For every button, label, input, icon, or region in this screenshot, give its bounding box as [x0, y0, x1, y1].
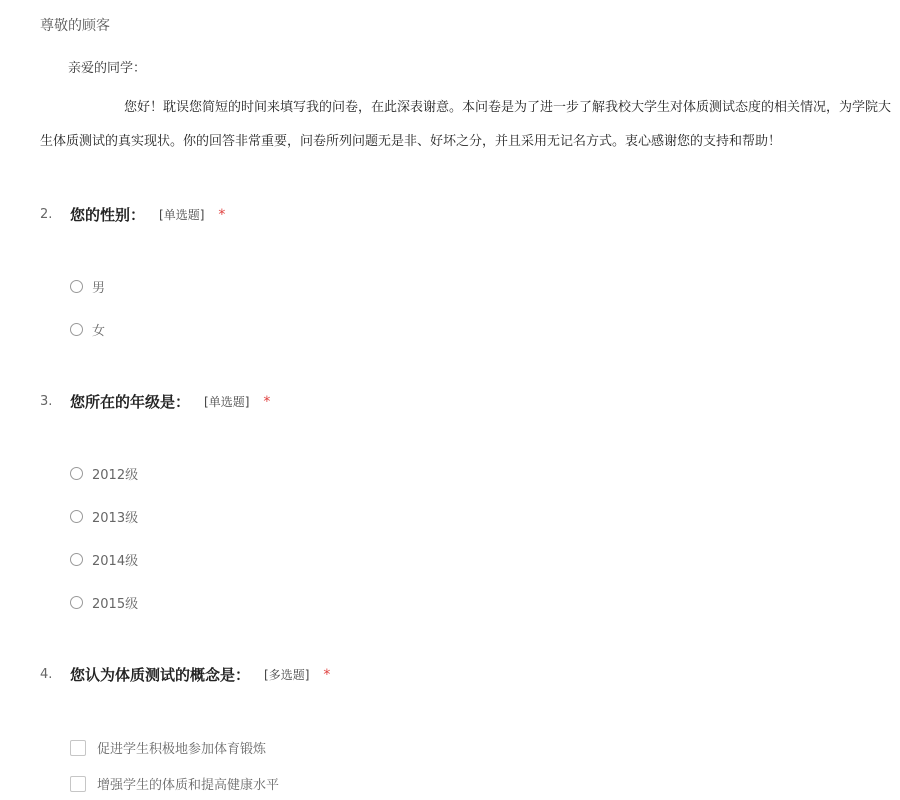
- option-label: 2012级: [92, 468, 139, 483]
- question-title: 您认为体质测试的概念是：: [70, 666, 251, 684]
- option-grade-2015[interactable]: [70, 593, 138, 612]
- question-number: 3.: [40, 394, 53, 409]
- question-type: [单选题]: [159, 208, 205, 222]
- radio-button[interactable]: [70, 510, 83, 523]
- option-female[interactable]: [70, 320, 105, 339]
- option-label: 促进学生积极地参加体育锻炼: [97, 742, 267, 757]
- option-grade-2013[interactable]: [70, 507, 138, 526]
- option-label: 女: [92, 324, 106, 339]
- question-4-header: [40, 664, 330, 685]
- survey-greeting: 尊敬的顾客: [40, 18, 110, 34]
- option-grade-2014[interactable]: [70, 550, 138, 569]
- intro-paragraph: 您好！耽误您简短的时间来填写我的问卷，在此深表谢意。本问卷是为了进一步了解我校大学生对体质测试态度的相关情况，为学院大生体质测试的真实现状。你的回答非常重要，问卷所列问题无是非、好坏之分，并且采用无记名方式。衷心感谢您的支持和帮助！: [40, 100, 892, 149]
- option-promote-exercise[interactable]: [70, 738, 266, 757]
- option-improve-health[interactable]: [70, 774, 279, 793]
- radio-button[interactable]: [70, 553, 83, 566]
- required-marker: *: [218, 206, 226, 223]
- question-title: 您所在的年级是：: [70, 393, 191, 411]
- question-title: 您的性别：: [70, 206, 146, 224]
- question-3-header: [40, 391, 270, 412]
- option-male[interactable]: [70, 277, 105, 296]
- option-label: 2014级: [92, 554, 139, 569]
- required-marker: *: [263, 393, 271, 410]
- option-label: 2015级: [92, 597, 139, 612]
- intro-salutation: 亲爱的同学：: [68, 61, 147, 76]
- option-grade-2012[interactable]: [70, 464, 138, 483]
- question-number: 2.: [40, 207, 53, 222]
- question-number: 4.: [40, 667, 53, 682]
- question-type: [多选题]: [264, 668, 310, 682]
- radio-button[interactable]: [70, 467, 83, 480]
- radio-button[interactable]: [70, 280, 83, 293]
- question-2-header: [40, 204, 225, 225]
- option-label: 增强学生的体质和提高健康水平: [97, 778, 280, 793]
- question-type: [单选题]: [204, 395, 250, 409]
- option-label: 2013级: [92, 511, 139, 526]
- checkbox[interactable]: [70, 776, 86, 792]
- checkbox[interactable]: [70, 740, 86, 756]
- option-label: 男: [92, 281, 106, 296]
- required-marker: *: [323, 666, 331, 683]
- radio-button[interactable]: [70, 323, 83, 336]
- radio-button[interactable]: [70, 596, 83, 609]
